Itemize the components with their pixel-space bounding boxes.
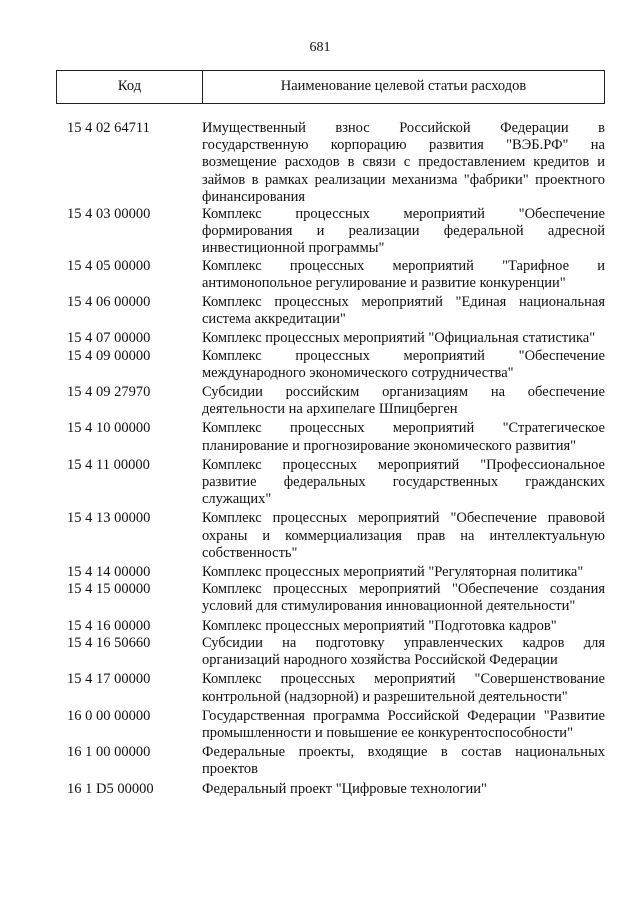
row-name: Субсидии российским организациям на обеспечение деятельности на архипелаге Шпицберген [202,384,605,418]
table-row [67,581,605,615]
row-code: 16 1 D5 00000 [67,780,154,797]
row-code: 15 4 09 00000 [67,347,151,364]
header-code: Код [57,71,203,103]
row-name: Комплекс процессных мероприятий "Стратегическое планирование и прогнозирование экономического развития" [202,420,605,454]
row-name: Комплекс процессных мероприятий "Профессиональное развитие федеральных государственных гражданских служащих" [202,456,605,508]
row-name: Комплекс процессных мероприятий "Подготовка кадров" [202,617,557,634]
row-code: 15 4 02 64711 [67,120,150,136]
row-name: Комплекс процессных мероприятий "Обеспечение правовой охраны и коммерциализация прав на интеллектуальную собственность" [202,510,605,561]
table-row [67,457,605,509]
row-name: Комплекс процессных мероприятий "Тарифное и антимонопольное регулирование и развитие конкуренции" [202,257,605,291]
table-row [67,384,605,418]
row-code: 15 4 07 00000 [67,330,151,347]
table-row [67,258,605,292]
row-name: Комплекс процессных мероприятий "Регуляторная политика" [202,564,584,581]
row-name: Комплекс процессных мероприятий "Обеспечение международного экономического сотрудничества" [202,347,605,381]
table-row [67,564,605,581]
table-row [67,120,605,206]
row-code: 15 4 16 00000 [67,617,151,634]
table-row [67,330,605,347]
row-code: 16 0 00 00000 [67,707,151,724]
budget-items [67,120,605,798]
row-code: 15 4 10 00000 [67,420,151,437]
row-name: Комплекс процессных мероприятий "Единая национальная система аккредитации" [202,294,605,328]
row-name: Комплекс процессных мероприятий "Официальная статистика" [202,330,596,347]
table-row [67,420,605,454]
table-row [67,510,605,562]
table-row [67,294,605,328]
row-code: 15 4 09 27970 [67,384,151,401]
row-name: Имущественный взнос Российской Федерации в государственную корпорацию развития "ВЭБ.РФ" на возмещение расходов в связи с предоставлением кредитов и займов в рамках реализации механизма "фабрики" проектного финансирования [202,120,605,205]
row-name: Государственная программа Российской Федерации "Развитие промышленности и повышение ее конкурентоспособности" [202,707,605,741]
table-row [67,635,605,669]
row-name: Комплекс процессных мероприятий "Совершенствование контрольной (надзорной) и разрешительной деятельности" [202,671,605,705]
table-row [67,618,605,635]
row-code: 15 4 06 00000 [67,294,151,311]
row-name: Комплекс процессных мероприятий "Обеспечение создания условий для стимулирования инновационной деятельности" [202,581,605,615]
table-row [67,708,605,742]
table-row [67,348,605,382]
table-header [56,70,605,104]
row-code: 16 1 00 00000 [67,744,151,761]
row-code: 15 4 11 00000 [67,456,150,473]
row-name: Субсидии на подготовку управленческих кадров для организаций народного хозяйства Российской Федерации [202,634,605,669]
page-number: 681 [309,40,331,55]
table-row [67,781,605,798]
row-code: 15 4 13 00000 [67,510,151,527]
row-name: Федеральный проект "Цифровые технологии" [202,780,487,797]
table-row [67,671,605,705]
row-code: 15 4 05 00000 [67,257,151,274]
row-name: Комплекс процессных мероприятий "Обеспечение формирования и реализации федеральной адресной инвестиционной программы" [202,206,605,257]
row-code: 15 4 03 00000 [67,206,151,223]
row-code: 15 4 16 50660 [67,634,151,651]
row-name: Федеральные проекты, входящие в состав национальных проектов [202,744,605,778]
table-row [67,206,605,258]
row-code: 15 4 15 00000 [67,581,151,598]
table-row [67,744,605,778]
row-code: 15 4 17 00000 [67,671,151,688]
header-name: Наименование целевой статьи расходов [280,78,527,94]
row-code: 15 4 14 00000 [67,564,151,581]
